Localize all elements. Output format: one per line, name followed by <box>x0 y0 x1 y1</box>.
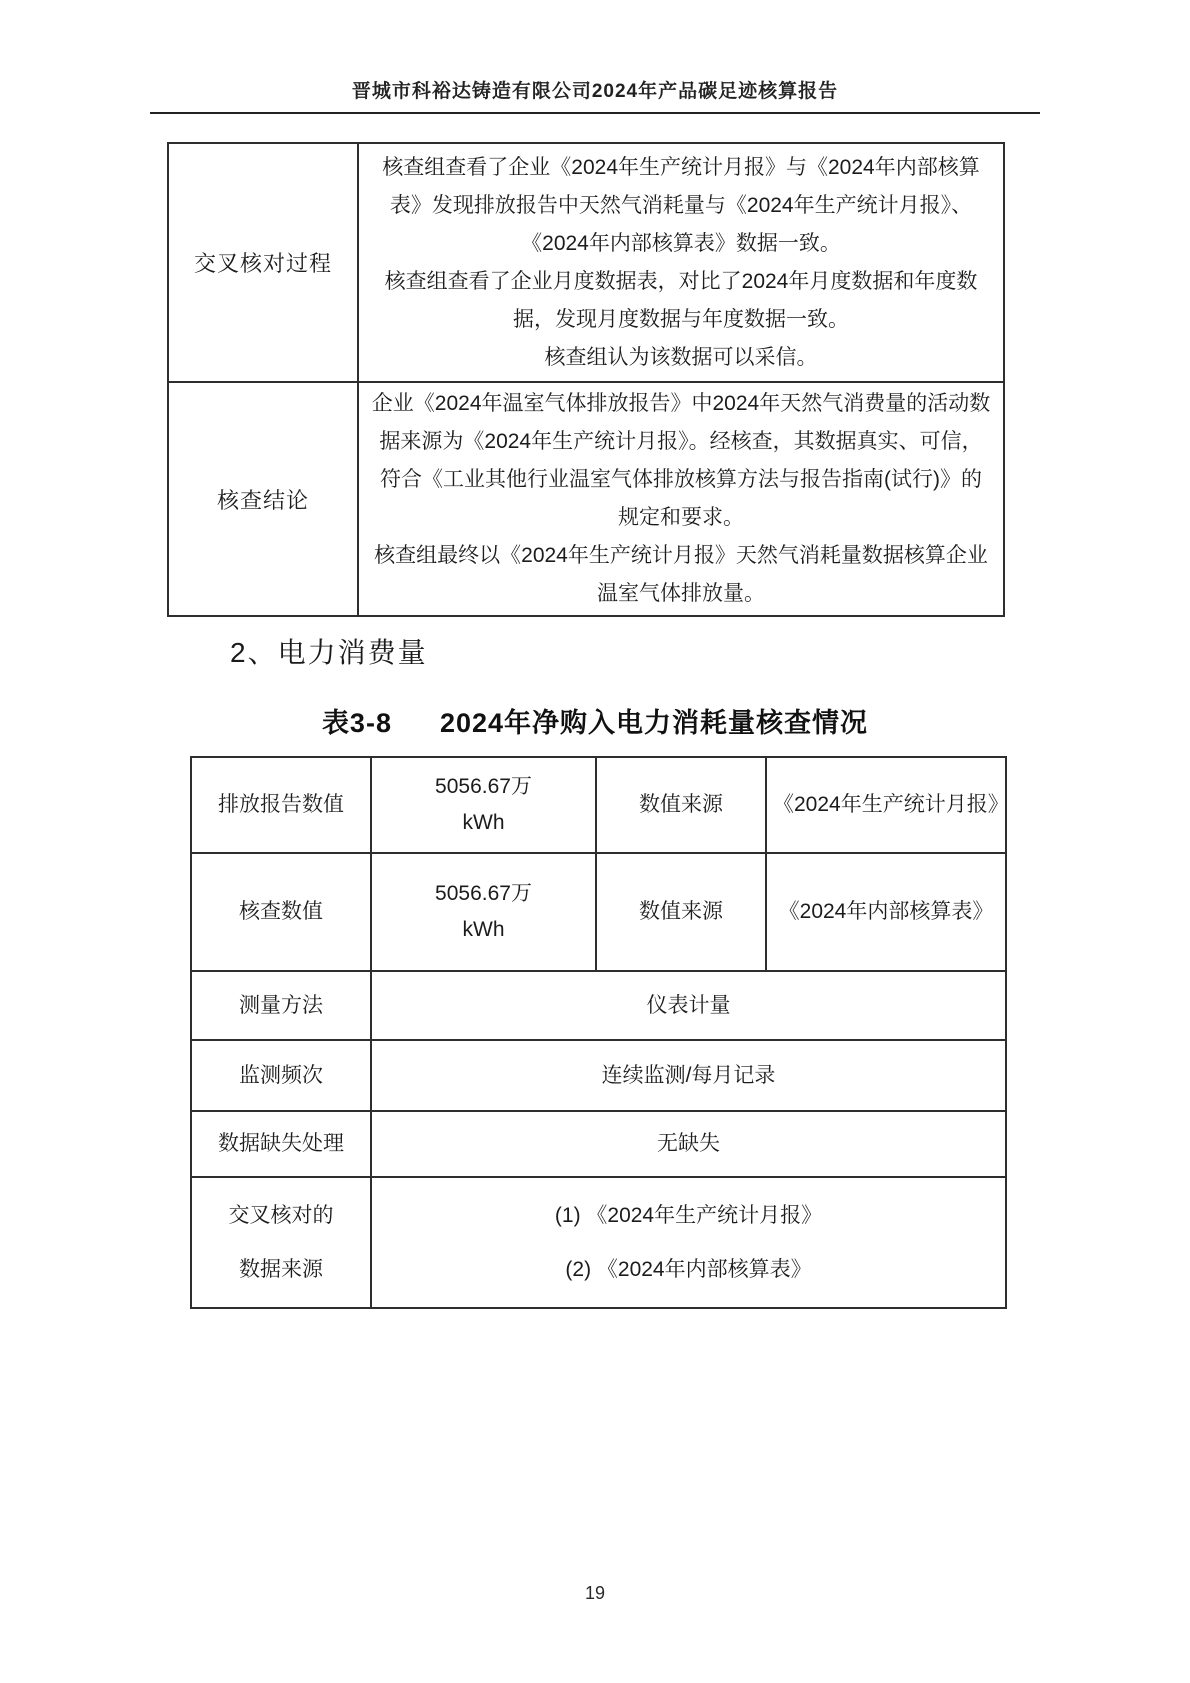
value-amount: 5056.67万 <box>435 882 532 905</box>
conclusion-paragraph-1: 企业《2024年温室气体排放报告》中2024年天然气消费量的活动数据来源为《2024年生产统计月报》。经核查，其数据真实、可信，符合《工业其他行业温室气体排放核算方法与报告指南(试行)》的规定和要求。 <box>371 392 991 529</box>
page-header <box>0 0 1190 114</box>
label-line-1: 交叉核对的 <box>228 1203 334 1227</box>
table-row-verification-conclusion <box>168 382 1004 616</box>
crosscheck-source-1: (1) 《2024年生产统计月报》 <box>554 1203 823 1227</box>
value-emission-report <box>371 757 596 853</box>
label-monitoring-frequency: 监测频次 <box>191 1040 371 1111</box>
label-measurement-method: 测量方法 <box>191 971 371 1040</box>
label-line-2: 数据来源 <box>239 1257 323 1281</box>
electricity-verification-table <box>190 756 1007 1309</box>
section-heading-electricity: 2、电力消费量 <box>230 637 428 668</box>
crosscheck-paragraph-2: 核查组查看了企业月度数据表，对比了2024年月度数据和年度数据，发现月度数据与年度数据一致。 <box>384 269 978 331</box>
report-title: 晋城市科裕达铸造有限公司2024年产品碳足迹核算报告 <box>351 81 839 102</box>
table-title: 2024年净购入电力消耗量核查情况 <box>439 708 869 738</box>
value-verified <box>371 853 596 971</box>
label-crosscheck-sources <box>191 1177 371 1308</box>
label-missing-data-handling: 数据缺失处理 <box>191 1111 371 1177</box>
table-row-crosscheck-process <box>168 143 1004 382</box>
value-crosscheck-sources <box>371 1177 1006 1308</box>
crosscheck-source-2: (2) 《2024年内部核算表》 <box>565 1257 812 1281</box>
value-measurement-method: 仪表计量 <box>371 971 1006 1040</box>
label-value-source-2: 数值来源 <box>596 853 766 971</box>
electricity-table-wrapper <box>190 756 1190 1309</box>
conclusion-paragraph-2: 核查组最终以《2024年生产统计月报》天然气消耗量数据核算企业温室气体排放量。 <box>374 544 988 605</box>
table-row-verified-value <box>191 853 1006 971</box>
label-emission-report-value: 排放报告数值 <box>191 757 371 853</box>
header-divider <box>150 112 1040 114</box>
row-label-crosscheck-process: 交叉核对过程 <box>168 143 358 382</box>
table-row-missing-data-handling <box>191 1111 1006 1177</box>
crosscheck-paragraph-1: 核查组查看了企业《2024年生产统计月报》与《2024年内部核算表》发现排放报告中天然气消耗量与《2024年生产统计月报》、《2024年内部核算表》数据一致。 <box>382 155 980 255</box>
value-missing-data-handling: 无缺失 <box>371 1111 1006 1177</box>
table-3-8-caption <box>0 701 1190 740</box>
source-verified-value: 《2024年内部核算表》 <box>766 853 1006 971</box>
table-row-crosscheck-sources <box>191 1177 1006 1308</box>
page-number: 19 <box>584 1583 606 1603</box>
crosscheck-paragraph-3: 核查组认为该数据可以采信。 <box>544 345 818 369</box>
table-row-emission-report-value <box>191 757 1006 853</box>
value-amount: 5056.67万 <box>435 775 532 798</box>
table-row-measurement-method <box>191 971 1006 1040</box>
row-label-verification-conclusion: 核查结论 <box>168 382 358 616</box>
label-verified-value: 核查数值 <box>191 853 371 971</box>
table-row-monitoring-frequency <box>191 1040 1006 1111</box>
row-content-verification-conclusion <box>358 382 1004 616</box>
table-number: 表3-8 <box>321 708 392 738</box>
value-monitoring-frequency: 连续监测/每月记录 <box>371 1040 1006 1111</box>
value-unit: kWh <box>462 918 505 941</box>
natural-gas-crosscheck-table-wrapper <box>167 142 1190 617</box>
label-value-source-1: 数值来源 <box>596 757 766 853</box>
natural-gas-crosscheck-table <box>167 142 1005 617</box>
source-emission-report: 《2024年生产统计月报》 <box>766 757 1006 853</box>
value-unit: kWh <box>462 811 505 834</box>
row-content-crosscheck-process <box>358 143 1004 382</box>
